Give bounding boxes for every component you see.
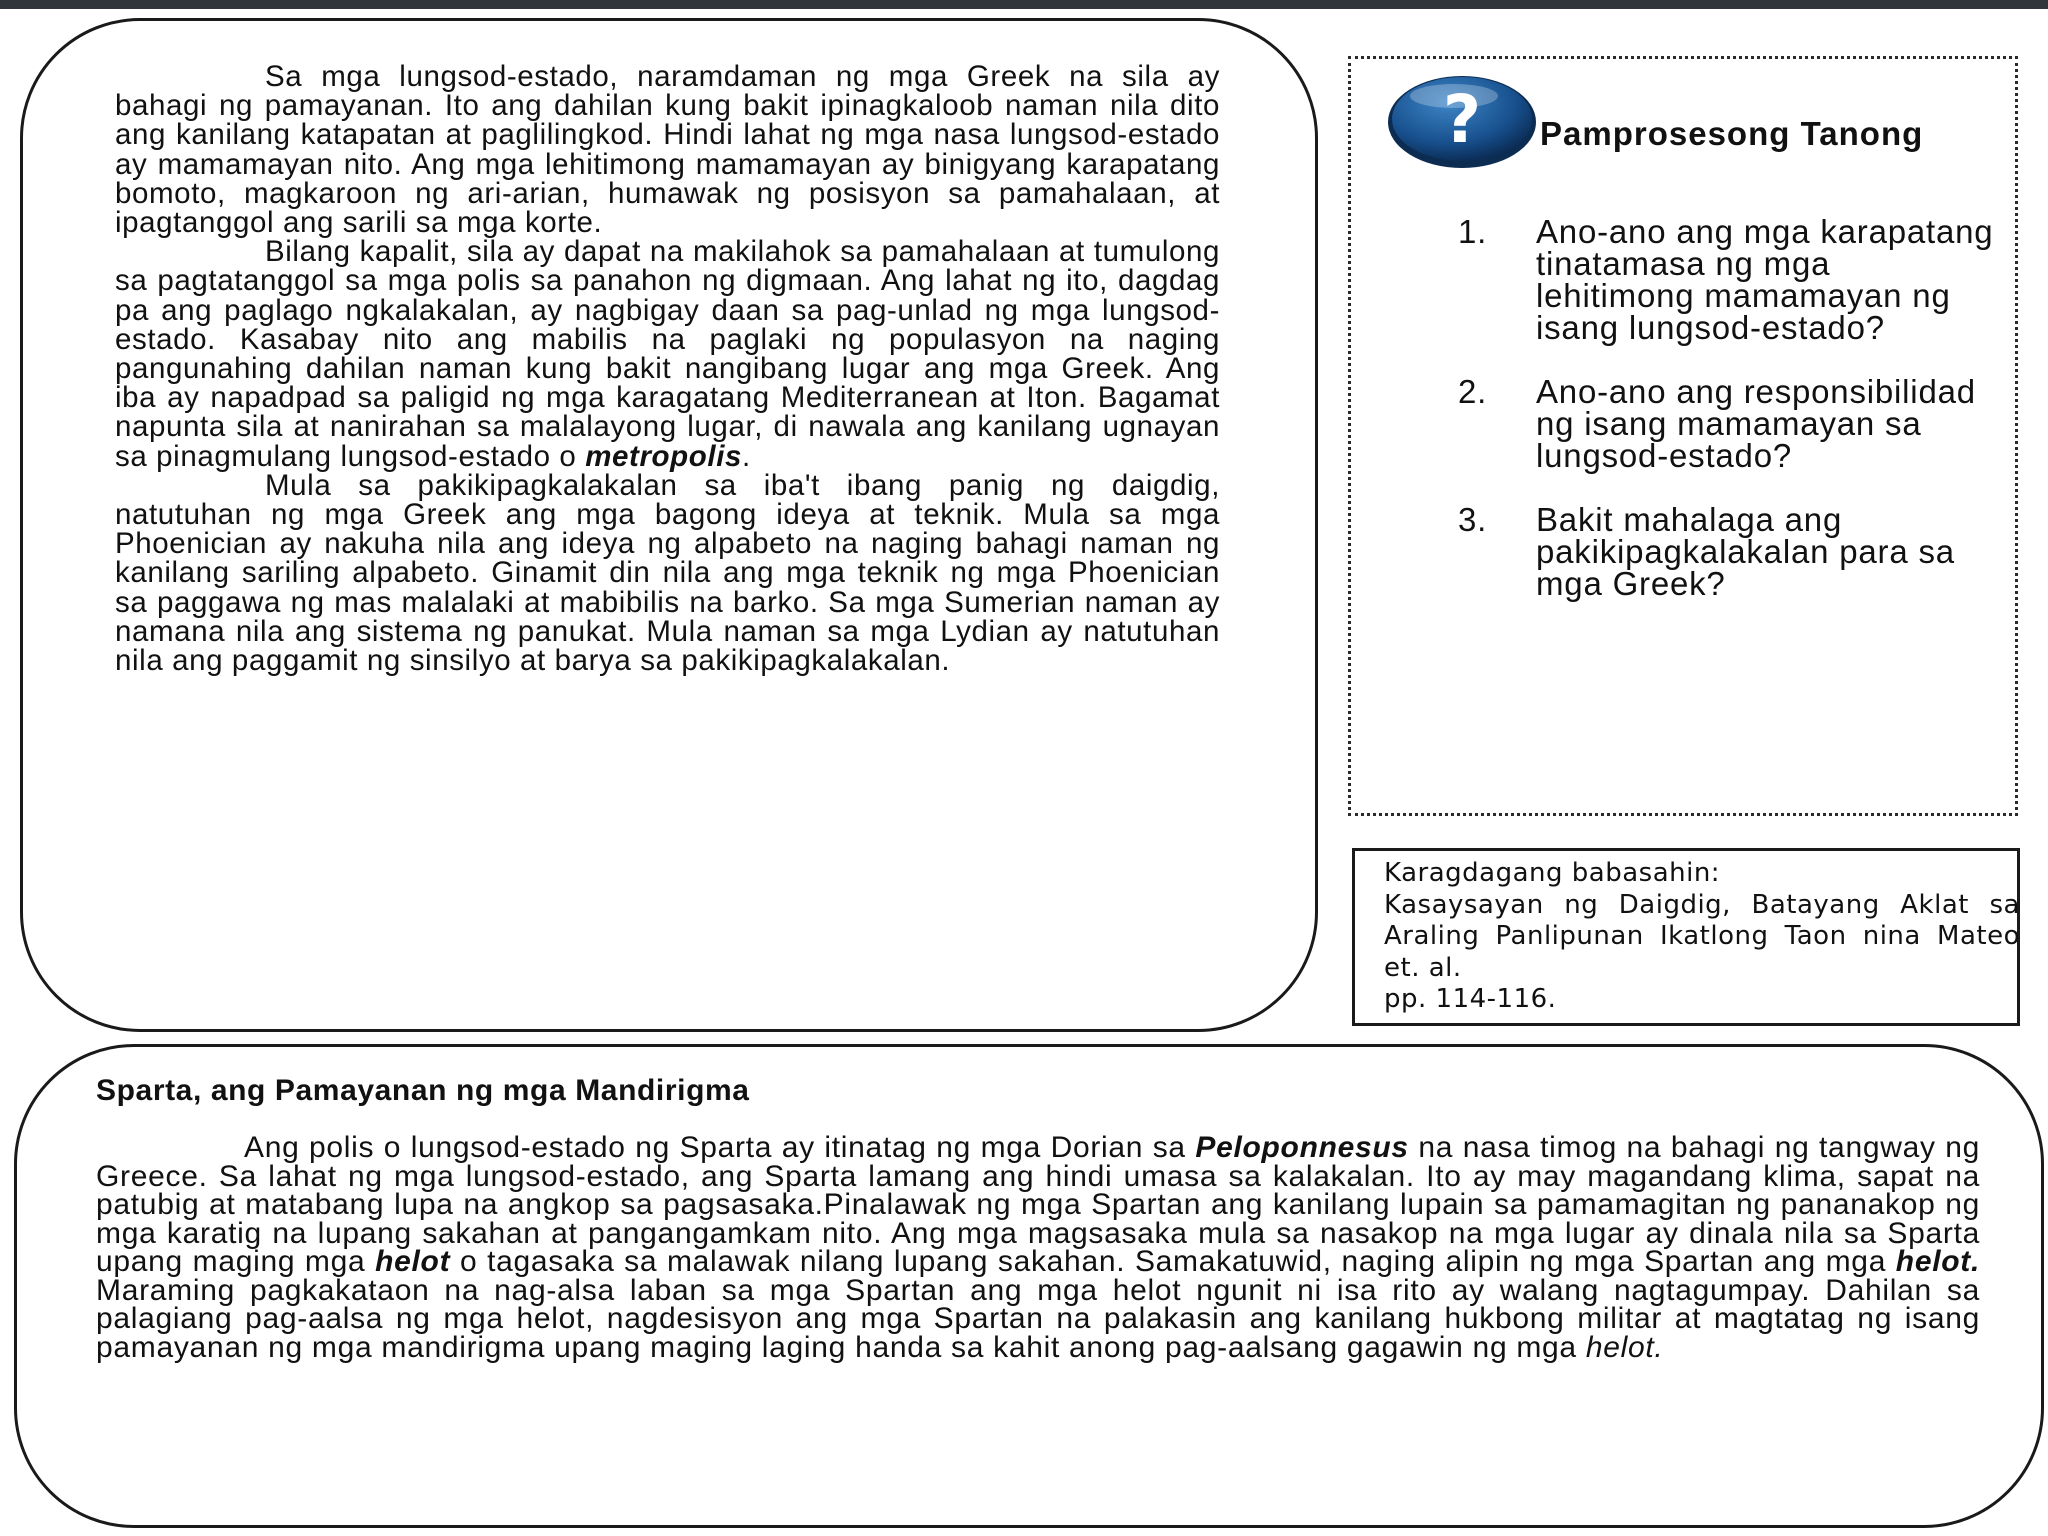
question-item-2: [1458, 373, 1998, 474]
sparta-text-1: Ang polis o lungsod-estado ng Sparta ay itinatag ng mga Dorian sa: [244, 1131, 1186, 1164]
question-number-3: 3.: [1458, 501, 1488, 538]
paragraph-duties: [115, 237, 1220, 471]
paragraph-duties-text: Bilang kapalit, sila ay dapat na makilahok sa pamahalaan at tumulong sa pagtatanggol sa mga polis sa panahon ng digmaan. Ang lahat ng ito, dagdag pa ang paglago ngkalakalan, ay nagbigay daan sa pag-unlad ng mga lungsod-estado. Kasabay nito ang mabilis na paglaki ng populasyon na naging pangunahing dahilan naman kung bakit nangibang lugar ang mga Greek. Ang iba ay napadpad sa paligid ng mga karagatang Mediterranean at Iton. Bagamat napunta sila at nanirahan sa malalayong lugar, di nawala ang kanilang ugnayan sa pinagmulang lungsod-estado o: [115, 235, 1220, 473]
term-helot: helot: [375, 1245, 451, 1278]
reference-text: [1384, 858, 2020, 1016]
paragraph-duties-end: .: [742, 439, 751, 473]
upper-passage-text: [115, 60, 1220, 678]
term-helot-italic: helot.: [1585, 1330, 1664, 1364]
term-metropolis: metropolis: [585, 439, 743, 473]
question-item-3: [1458, 501, 1998, 602]
question-text-2: Ano-ano ang responsibilidad ng isang mamamayan sa lungsod-estado?: [1536, 373, 1976, 474]
questions-list: [1458, 213, 1998, 632]
question-text-1: Ano-ano ang mga karapatang tinatamasa ng mga lehitimong mamamayan ng isang lungsod-estado?: [1536, 213, 1994, 346]
sparta-text-2: na nasa timog na bahagi ng tangway ng Greece. Sa lahat ng mga lungsod-estado, ang Sparta lamang ang hindi umasa sa kalakalan. Ito ay may magandang klima, sapat na patubig at matabang lupa na angkop sa pagsasaka.Pinalawak ng mga Spartan ang kanilang lupain sa pamamagitan ng pananakop ng mga karatig na lupang sakahan at pangangamkam nito. Ang mga magsasaka mula sa nasakop na mga lugar ay dinala nila sa Sparta upang maging mga: [96, 1131, 1980, 1278]
question-text-3: Bakit mahalaga ang pakikipagkalakalan para sa mga Greek?: [1536, 501, 1955, 602]
term-helot-bold: helot.: [1895, 1245, 1980, 1278]
sparta-text-4: Maraming pagkakataon na nag-alsa laban sa mga Spartan ang mga helot ngunit ni isa rito ay walang nagtagumpay. Dahilan sa palagiang pag-aalsa ng mga helot, nagdesisyon ang mga Spartan na palakasin ang kanilang hukbong militar at magtatag ng isang pamayanan ng mga mandirigma upang maging laging handa sa kahit anong pag-aalsang gagawin ng mga: [96, 1273, 1980, 1364]
section-heading-sparta: Sparta, ang Pamayanan ng mga Mandirigma: [96, 1074, 750, 1107]
question-mark-icon: [1388, 70, 1536, 170]
paragraph-citizenship: Sa mga lungsod-estado, naramdaman ng mga Greek na sila ay bahagi ng pamayanan. Ito ang dahilan kung bakit ipinagkaloob naman nila dito ang kanilang katapatan at paglilingkod. Hindi lahat ng mga nasa lungsod-estado ay mamamayan nito. Ang mga lehitimong mamamayan ay binigyang karapatang bomoto, magkaroon ng ari-arian, humawak ng posisyon sa pamahalaan, at ipagtanggol ang sarili sa mga korte.: [115, 60, 1220, 240]
paragraph-sparta: [96, 1131, 1980, 1364]
question-number-2: 2.: [1458, 373, 1488, 410]
reference-pages: pp. 114-116.: [1384, 984, 1557, 1014]
questions-title: Pamprosesong Tanong: [1540, 115, 1924, 152]
question-number-1: 1.: [1458, 213, 1488, 250]
question-mark-glyph: ?: [1442, 81, 1482, 158]
term-peloponnesus: Peloponnesus: [1195, 1131, 1409, 1164]
reference-citation: Kasaysayan ng Daigdig, Batayang Aklat sa Araling Panlipunan Ikatlong Taon nina Mateo et. al.: [1384, 889, 2020, 983]
question-item-1: [1458, 213, 1998, 346]
reference-label: Karagdagang babasahin:: [1384, 858, 1721, 888]
top-border-strip: [0, 0, 2048, 9]
sparta-text-3: o tagasaka sa malawak nilang lupang sakahan. Samakatuwid, naging alipin ng mga Spartan ang mga: [460, 1245, 1887, 1278]
paragraph-trade: Mula sa pakikipagkalakalan sa iba't ibang panig ng daigdig, natutuhan ng mga Greek ang mga bagong ideya at teknik. Mula sa mga Phoenician ay nakuha nila ang ideya ng alpabeto na naging bahagi naman ng kanilang sariling alpabeto. Ginamit din nila ang mga teknik ng mga Phoenician sa paggawa ng mas malalaki at mabibilis na barko. Sa mga Sumerian naman ay namana nila ang sistema ng panukat. Mula naman sa mga Lydian ay natutuhan nila ang paggamit ng sinsilyo at barya sa pakikipagkalakalan.: [115, 468, 1220, 678]
